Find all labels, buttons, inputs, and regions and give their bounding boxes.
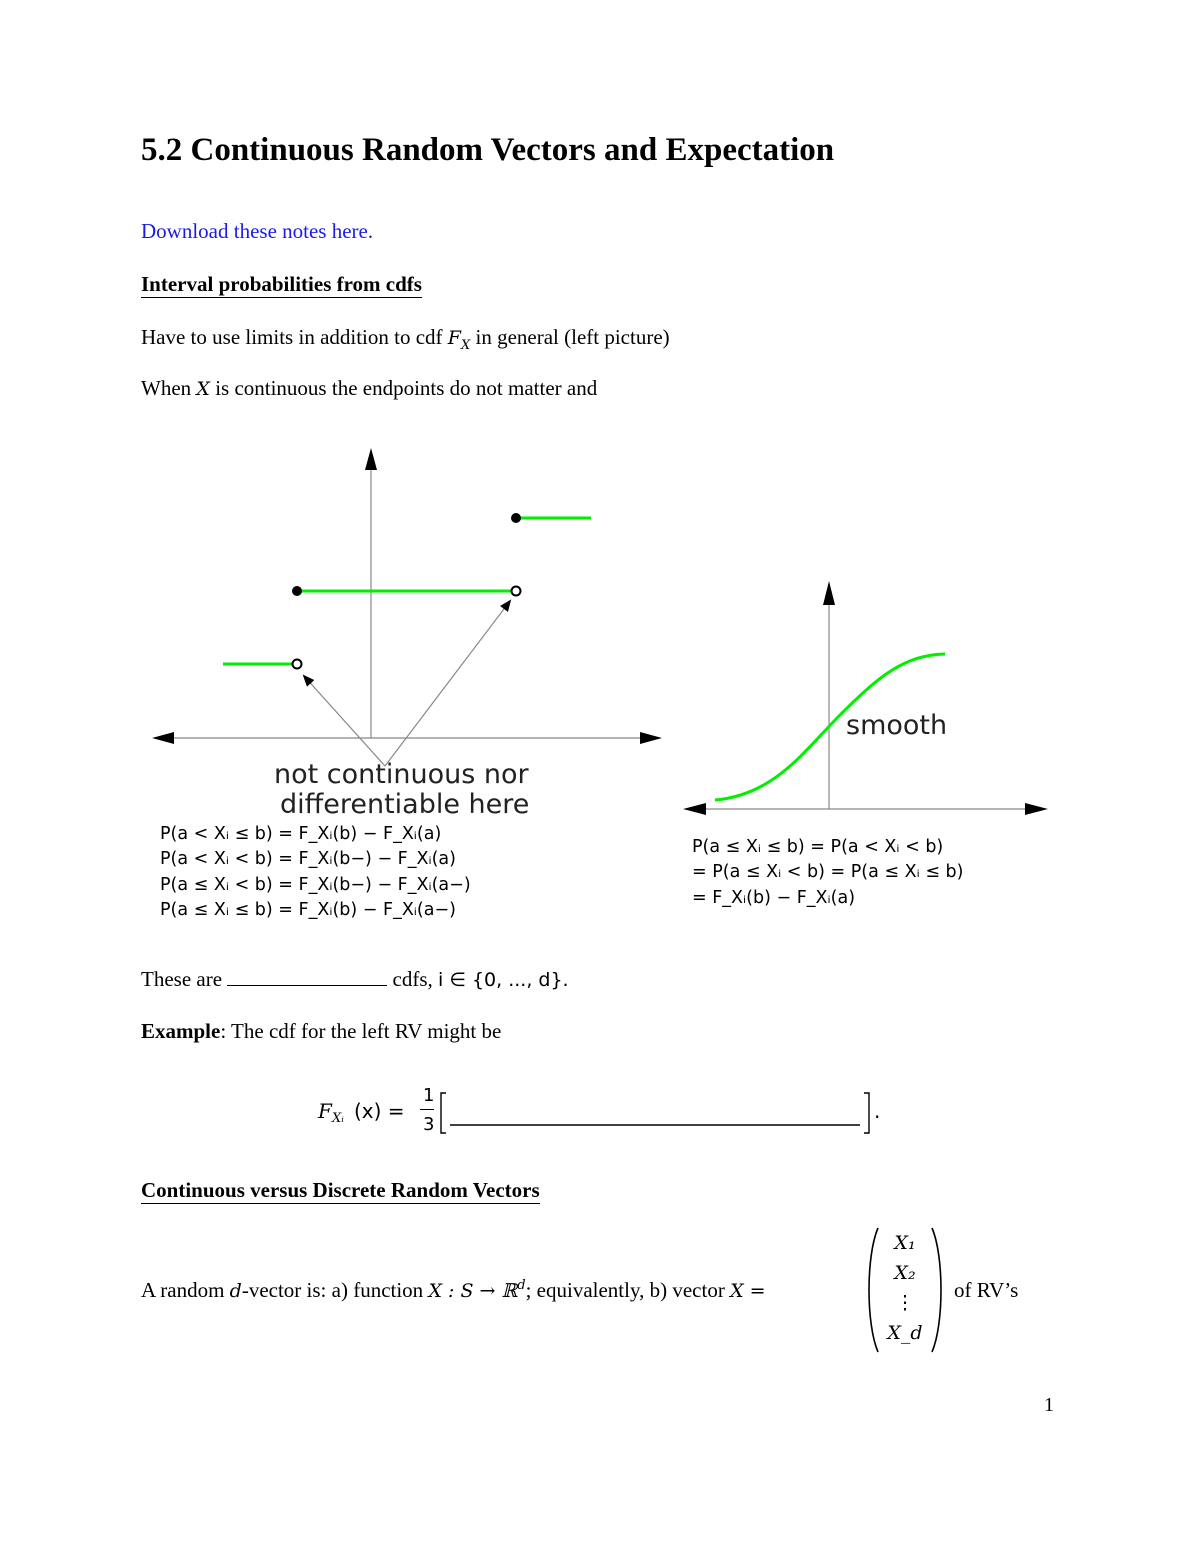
closed-point-2 <box>292 586 302 596</box>
vector-entry-4: X_d <box>887 1322 923 1344</box>
paragraph-limits-pre: Have to use limits in addition to cdf <box>141 325 443 349</box>
left-annotation <box>274 760 529 820</box>
these-are-post: cdfs, <box>392 967 433 991</box>
left-equations <box>160 822 471 923</box>
random-vector-post: of RV’s <box>954 1278 1019 1302</box>
math-X-eq: X = <box>730 1280 766 1302</box>
math-F-sub: X <box>460 338 471 354</box>
vector-entry-3: ⋮ <box>895 1292 915 1314</box>
paragraph-limits <box>141 325 670 353</box>
section-heading-interval: Interval probabilities from cdfs <box>141 272 422 296</box>
vector-entry-2: X₂ <box>894 1262 916 1284</box>
left-equation-1: P(a < Xᵢ ≤ b) = F_Xᵢ(b) − F_Xᵢ(a) <box>160 824 442 844</box>
formula-arg: (x) = <box>354 1099 405 1123</box>
left-annotation-line1: not continuous nor <box>274 759 529 790</box>
formula-denominator: 3 <box>423 1114 435 1135</box>
page-title: 5.2 Continuous Random Vectors and Expectation <box>141 132 835 168</box>
paragraph-random-vector <box>141 1278 766 1303</box>
page-number: 1 <box>1044 1394 1054 1416</box>
random-vector-mid1: -vector is: a) function <box>241 1278 424 1302</box>
x-axis-arrow-right <box>640 732 662 744</box>
right-equation-2: = P(a ≤ Xᵢ < b) = P(a ≤ Xᵢ ≤ b) <box>692 862 964 883</box>
x-axis-arrow-left <box>152 732 174 744</box>
random-vector-mid2: ; equivalently, b) vector <box>525 1278 725 1302</box>
right-equations <box>692 835 963 911</box>
left-equation-2: P(a < Xᵢ < b) = F_Xᵢ(b−) − F_Xᵢ(a) <box>160 849 456 870</box>
right-cdf-figure <box>680 575 1060 825</box>
fill-blank-1 <box>227 967 387 986</box>
paragraph-continuous-pre: When <box>141 376 192 400</box>
paragraph-limits-post: in general (left picture) <box>475 325 670 349</box>
right-annotation: smooth <box>846 710 948 741</box>
paragraph-these-are <box>141 967 569 992</box>
formula-F: F <box>318 1099 332 1123</box>
left-annotation-line2: differentiable here <box>280 789 530 820</box>
right-x-axis-arrow-right <box>1025 803 1048 815</box>
these-are-pre: These are <box>141 967 223 991</box>
random-vector-entries <box>886 1228 924 1348</box>
math-d: d <box>229 1280 242 1302</box>
right-equation-1: P(a ≤ Xᵢ ≤ b) = P(a < Xᵢ < b) <box>692 837 944 857</box>
pointer-arrow-left <box>304 676 385 766</box>
formula-numerator: 1 <box>423 1085 435 1106</box>
closed-point-3 <box>511 513 521 523</box>
fraction-bar <box>420 1109 434 1110</box>
math-map-sup: d <box>517 1278 526 1293</box>
math-map: X : S → ℝ <box>428 1280 518 1302</box>
open-point-1 <box>293 660 302 669</box>
example-text: : The cdf for the left RV might be <box>220 1019 502 1043</box>
these-are-math: i ∈ {0, ..., d}. <box>438 969 569 991</box>
right-x-axis-arrow-left <box>683 803 706 815</box>
download-link[interactable]: Download these notes here. <box>141 219 374 243</box>
paragraph-continuous-post: is continuous the endpoints do not matter and <box>215 376 598 400</box>
formula-sub: Xᵢ <box>332 1111 344 1126</box>
paragraph-continuous <box>141 376 597 401</box>
math-X: X <box>196 378 210 400</box>
math-F: F <box>447 327 461 349</box>
formula-brackets <box>438 1091 881 1135</box>
pointer-arrow-right <box>385 601 510 766</box>
right-y-axis-arrow <box>823 581 835 605</box>
right-equation-3: = F_Xᵢ(b) − F_Xᵢ(a) <box>692 887 856 908</box>
left-equation-4: P(a ≤ Xᵢ ≤ b) = F_Xᵢ(b) − F_Xᵢ(a−) <box>160 899 456 920</box>
paragraph-example <box>141 1019 501 1044</box>
random-vector-pre: A random <box>141 1278 225 1302</box>
y-axis-arrow <box>365 448 377 470</box>
example-label: Example <box>141 1019 221 1043</box>
vector-entry-1: X₁ <box>894 1232 916 1254</box>
formula-end: . <box>874 1099 881 1123</box>
left-equation-3: P(a ≤ Xᵢ < b) = F_Xᵢ(b−) − F_Xᵢ(a−) <box>160 874 471 895</box>
open-point-2 <box>512 587 521 596</box>
section-heading-continuous-discrete: Continuous versus Discrete Random Vectors <box>141 1178 540 1202</box>
